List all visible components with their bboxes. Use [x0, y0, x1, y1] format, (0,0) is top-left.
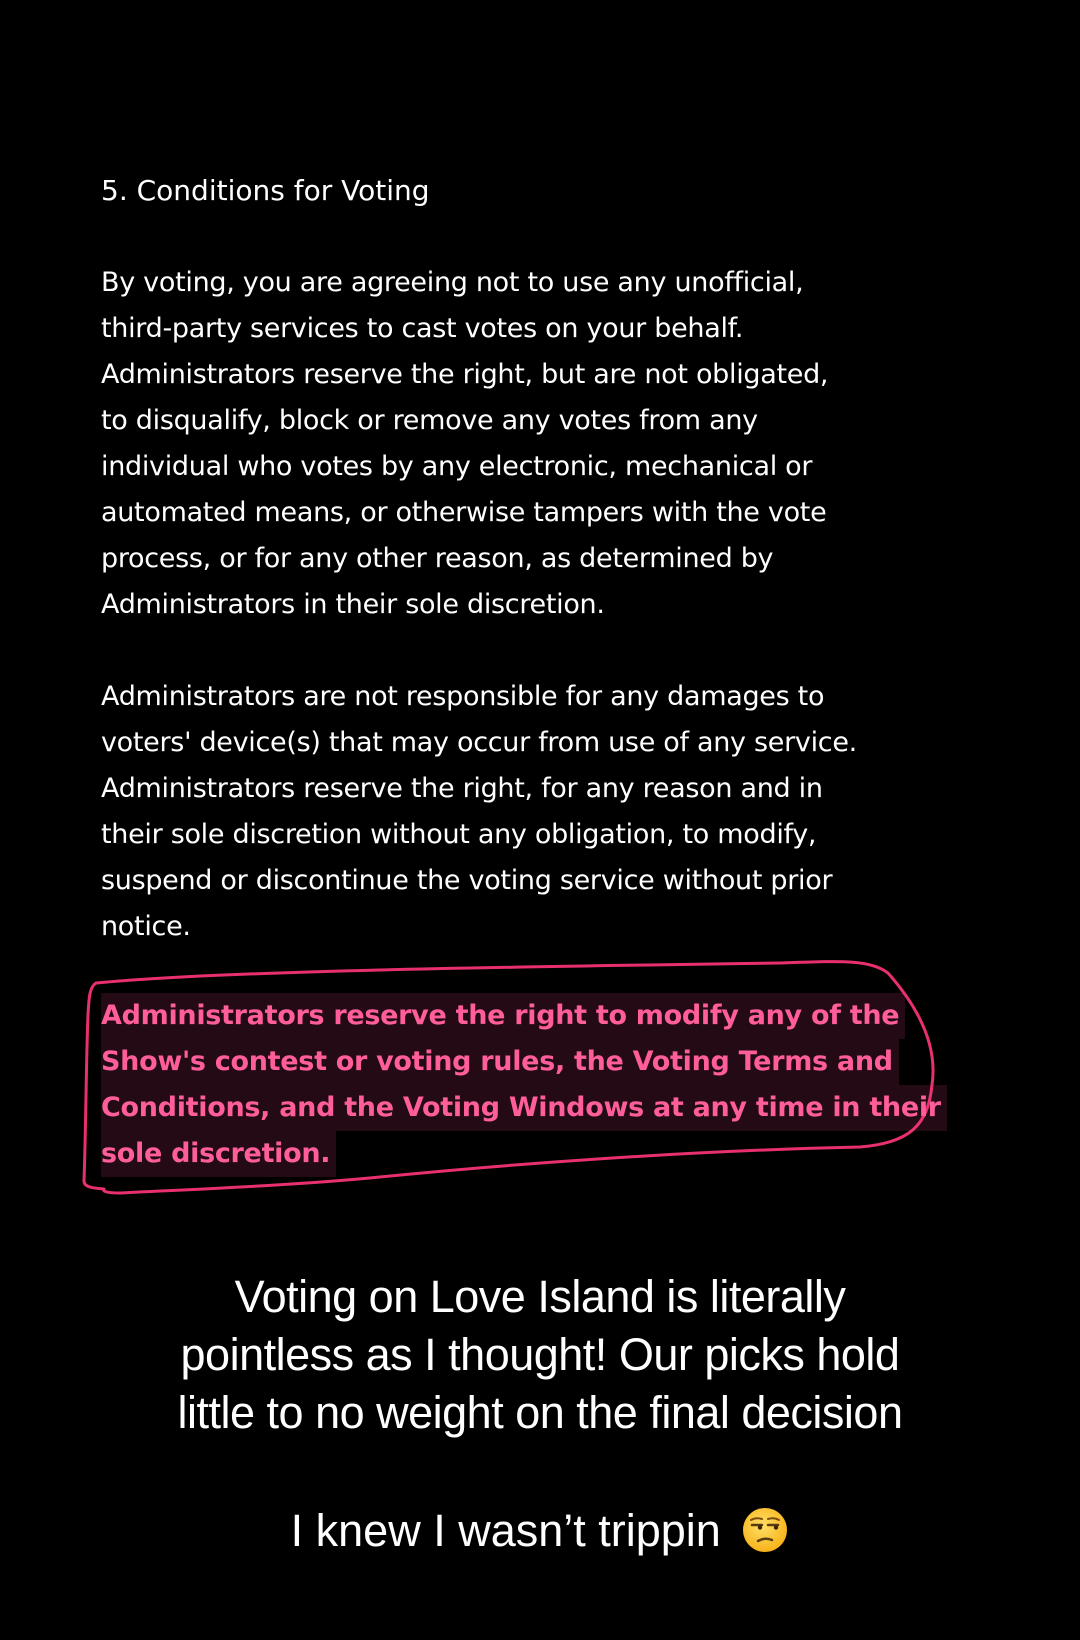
- terms-line: notice.: [101, 911, 191, 942]
- overlay-caption: [0, 1268, 1080, 1442]
- highlighted-line: Show's contest or voting rules, the Voting Terms and: [101, 1039, 899, 1085]
- highlighted-line: Administrators reserve the right to modify any of the: [101, 993, 905, 1039]
- highlighted-line: sole discretion.: [101, 1131, 336, 1177]
- terms-line: their sole discretion without any obligation, to modify,: [101, 819, 817, 850]
- terms-document: [101, 168, 951, 950]
- highlighted-line: Conditions, and the Voting Windows at any time in their: [101, 1085, 947, 1131]
- highlighted-clause: [80, 955, 940, 1215]
- terms-paragraph-1: [101, 260, 951, 628]
- caption-line: little to no weight on the final decision: [177, 1387, 903, 1438]
- terms-paragraph-2: [101, 674, 951, 950]
- highlighted-paragraph: [101, 993, 947, 1177]
- terms-line: individual who votes by any electronic, mechanical or: [101, 451, 813, 482]
- terms-line: Administrators reserve the right, for any reason and in: [101, 773, 823, 804]
- section-heading: 5. Conditions for Voting: [101, 174, 430, 207]
- terms-line: automated means, or otherwise tampers with the vote: [101, 497, 827, 528]
- terms-line: to disqualify, block or remove any votes from any: [101, 405, 758, 436]
- terms-line: Administrators in their sole discretion.: [101, 589, 605, 620]
- terms-line: process, or for any other reason, as determined by: [101, 543, 774, 574]
- overlay-caption-second: [0, 1502, 1080, 1560]
- terms-line: Administrators are not responsible for any damages to: [101, 681, 825, 712]
- terms-line: third-party services to cast votes on your behalf.: [101, 313, 744, 344]
- terms-line: By voting, you are agreeing not to use any unofficial,: [101, 267, 804, 298]
- caption-second-text: I knew I wasn’t trippin: [290, 1505, 721, 1556]
- terms-line: suspend or discontinue the voting service without prior: [101, 865, 833, 896]
- unamused-face-emoji: [741, 1506, 789, 1554]
- caption-line: pointless as I thought! Our picks hold: [180, 1329, 900, 1380]
- caption-line: Voting on Love Island is literally: [234, 1271, 846, 1322]
- terms-line: Administrators reserve the right, but are not obligated,: [101, 359, 829, 390]
- terms-line: voters' device(s) that may occur from use of any service.: [101, 727, 857, 758]
